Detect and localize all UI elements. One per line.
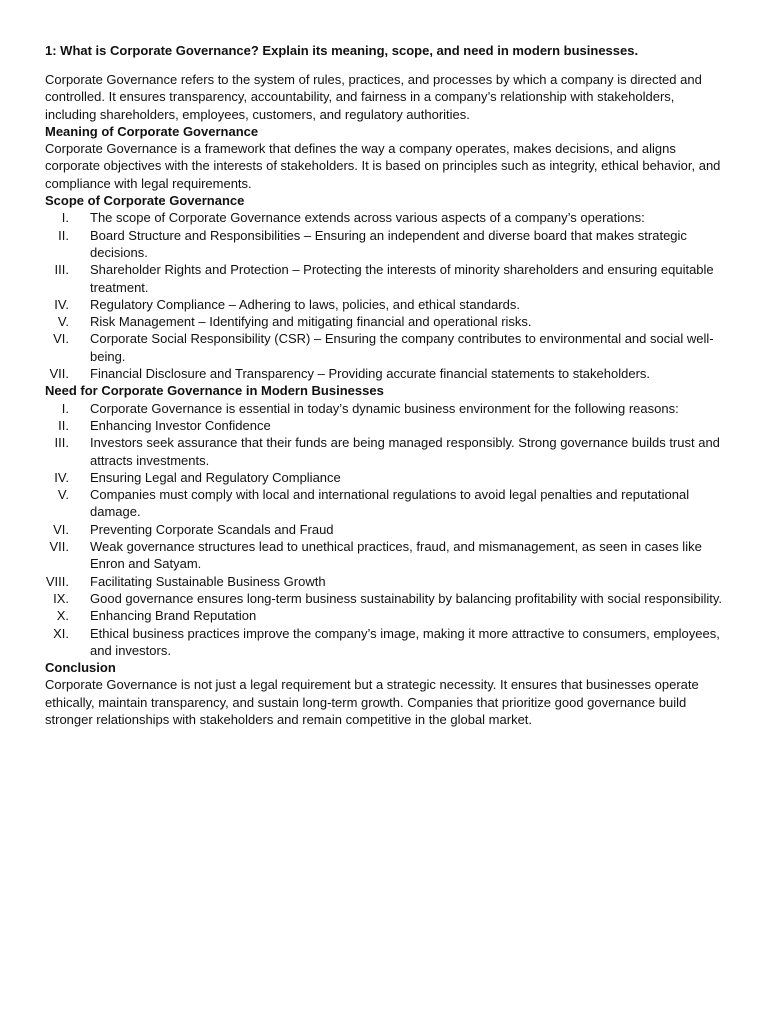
list-number: V. [57,314,69,330]
list-item [45,313,728,330]
list-item-text: Risk Management – Identifying and mitigating financial and operational risks. [90,314,532,330]
list-item-text: Shareholder Rights and Protection – Protecting the interests of minority shareholders and ensuring equitable treatment. [90,262,714,295]
list-item [45,227,728,262]
list-item [45,486,728,521]
list-number: VIII. [45,573,69,589]
list-number: X. [56,608,69,624]
list-item-text: Ensuring Legal and Regulatory Compliance [90,469,341,485]
list-item [45,521,728,538]
intro-paragraph: Corporate Governance refers to the system of rules, practices, and processes by which a company is directed and controlled. It ensures transparency, accountability, and fairness in a company’s relationship with stakeholders, including shareholders, employees, customers, and regulatory authorities. [45,72,702,122]
list-number: V. [57,487,69,503]
list-item-text: Regulatory Compliance – Adhering to laws, policies, and ethical standards. [90,296,520,312]
list-item-text: Investors seek assurance that their funds are being managed responsibly. Strong governance builds trust and attracts investments. [90,435,720,468]
list-item [45,538,728,573]
list-item-text: Preventing Corporate Scandals and Fraud [90,521,334,537]
list-item-text: Financial Disclosure and Transparency – Providing accurate financial statements to stakeholders. [90,366,651,382]
list-item-text: The scope of Corporate Governance extends across various aspects of a company’s operations: [90,210,645,226]
list-number: IX. [53,590,69,606]
meaning-heading: Meaning of Corporate Governance [45,123,259,139]
list-number: I. [61,400,69,416]
list-number: III. [54,435,69,451]
list-item-text: Corporate Governance is essential in today’s dynamic business environment for the following reasons: [90,400,679,416]
list-item [45,209,728,226]
list-item [45,469,728,486]
list-number: III. [54,262,69,278]
list-number: VII. [49,539,69,555]
list-number: XI. [53,625,69,641]
list-item [45,417,728,434]
list-item [45,573,728,590]
list-item [45,625,728,660]
list-number: VI. [53,521,69,537]
list-item [45,365,728,382]
meaning-paragraph: Corporate Governance is a framework that defines the way a company operates, makes decisions, and aligns corporate objectives with the interests of stakeholders. It is based on principles such as integrity, ethical behavior, and compliance with legal requirements. [45,141,721,191]
conclusion-heading: Conclusion [45,660,116,676]
list-number: VII. [49,366,69,382]
list-item-text: Weak governance structures lead to unethical practices, fraud, and mismanagement, as seen in cases like Enron and Satyam. [90,539,702,572]
list-item-text: Corporate Social Responsibility (CSR) – Ensuring the company contributes to environmental and social well-being. [90,331,714,364]
list-number: IV. [54,296,69,312]
list-item [45,607,728,624]
list-item-text: Facilitating Sustainable Business Growth [90,573,326,589]
need-list [45,400,728,659]
scope-heading: Scope of Corporate Governance [45,193,245,209]
list-item [45,261,728,296]
list-item [45,330,728,365]
list-number: I. [61,210,69,226]
question-heading: 1: What is Corporate Governance? Explain its meaning, scope, and need in modern businesses. [45,43,639,58]
list-item [45,590,728,607]
list-item [45,296,728,313]
list-item-text: Enhancing Brand Reputation [90,608,257,624]
list-number: VI. [53,331,69,347]
list-item [45,400,728,417]
list-item-text: Ethical business practices improve the company’s image, making it more attractive to consumers, employees, and investors. [90,625,720,658]
list-number: II. [58,417,69,433]
scope-list [45,209,728,382]
list-item-text: Enhancing Investor Confidence [90,417,271,433]
list-item-text: Good governance ensures long-term business sustainability by balancing profitability with social responsibility. [90,590,723,606]
list-number: IV. [54,469,69,485]
list-item [45,434,728,469]
list-number: II. [58,227,69,243]
conclusion-paragraph: Corporate Governance is not just a legal requirement but a strategic necessity. It ensures that businesses operate ethically, maintain transparency, and sustain long-term growth. Companies that prioritize good governance build stronger relationships with stakeholders and remain competitive in the global market. [45,677,699,727]
list-item-text: Companies must comply with local and international regulations to avoid legal penalties and reputational damage. [90,487,690,520]
need-heading: Need for Corporate Governance in Modern Businesses [45,383,384,399]
list-item-text: Board Structure and Responsibilities – Ensuring an independent and diverse board that makes strategic decisions. [90,227,687,260]
